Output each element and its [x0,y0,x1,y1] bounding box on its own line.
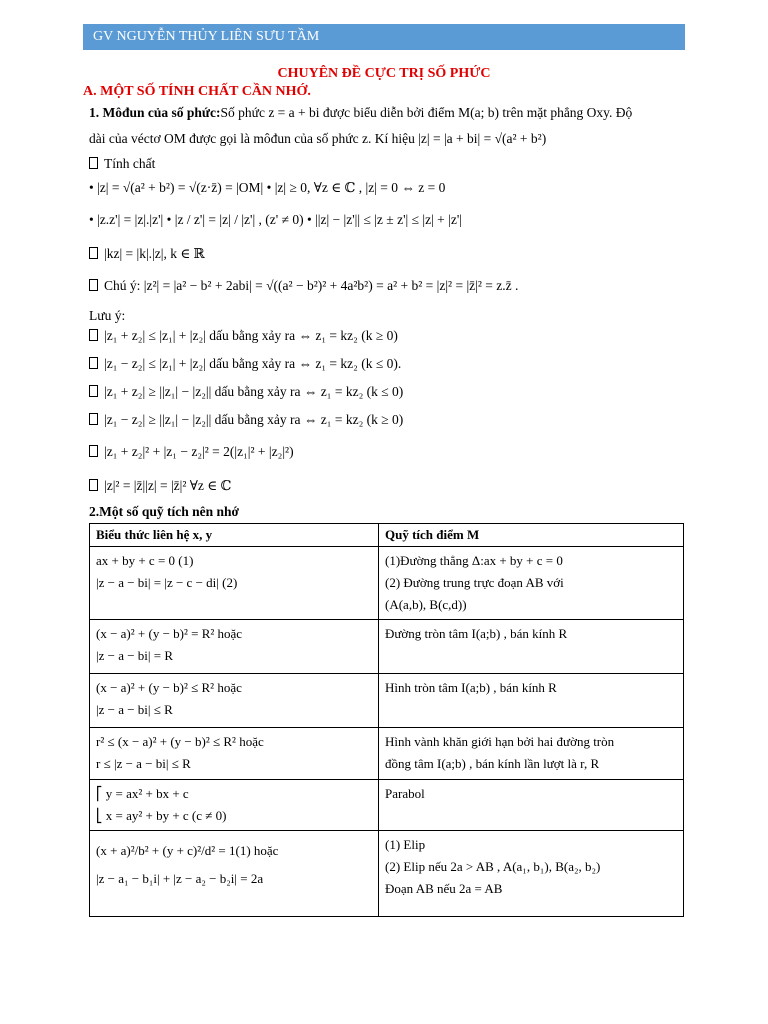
checkbox-icon [89,247,98,259]
note-text: |z|² = |z̄||z| = |z̄|² ∀z ∈ ℂ [104,478,232,493]
note-label: Lưu ý: [89,308,126,323]
section-a-heading: A. MỘT SỐ TÍNH CHẤT CẦN NHỚ. [83,84,311,99]
table-row [90,547,684,620]
property-text: • |z.z'| = |z|.|z'| • |z / z'| = |z| / |z'| , (z' ≠ 0) • ||z| − |z'|| ≤ |z ± z'| ≤ |z| + |z'| [89,212,462,227]
table-header-expr: Biểu thức liên hệ x, y [90,524,379,547]
section-2-heading: 2.Một số quỹ tích nên nhớ [89,504,240,519]
checkbox-icon [89,385,98,397]
locus-line: Parabol [385,786,425,801]
note-line [89,478,231,494]
locus-line: Đường tròn tâm I(a;b) , bán kính R [385,626,568,641]
expr-line: ⎣ x = ay² + by + c (c ≠ 0) [96,808,227,823]
modun-label: 1. Môđun của số phức: [89,105,221,120]
expr-line: r² ≤ (x − a)² + (y − b)² ≤ R² hoặc [96,734,264,749]
checkbox-icon [89,445,98,457]
locus-cell [379,620,684,674]
modun-line-1 [89,105,632,121]
locus-cell [379,780,684,831]
property-line [89,278,518,294]
expr-line: (x + a)²/b² + (y + c)²/d² = 1(1) hoặc [96,843,279,858]
table-header-row [90,524,684,547]
locus-cell [379,728,684,780]
property-line [89,212,462,228]
checkbox-icon [89,329,98,341]
expr-line: r ≤ |z − a − bi| ≤ R [96,756,191,771]
locus-cell [379,674,684,728]
modun-text-1: Số phức z = a + bi được biểu diễn bởi điểm M(a; b) trên mặt phẳng Oxy. Độ [220,105,633,120]
expr-line: |z − a₁ − b₁i| + |z − a₂ − b₂i| = 2a [96,871,264,886]
locus-line: Hình vành khăn giới hạn bởi hai đường tròn [385,734,615,749]
table-row [90,780,684,831]
note-text: |z₁ + z₂| ≥ ||z₁| − |z₂|| dấu bằng xảy ra ⇔ z₁ = kz₂ (k ≤ 0) [104,384,404,399]
header-text: GV NGUYỄN THỦY LIÊN SƯU TẦM [93,29,320,44]
note-text: |z₁ − z₂| ≥ ||z₁| − |z₂|| dấu bằng xảy ra ⇔ z₁ = kz₂ (k ≥ 0) [104,412,404,427]
note-line [89,444,294,460]
document-header-bar [83,24,685,50]
locus-line: Hình tròn tâm I(a;b) , bán kính R [385,680,557,695]
table-row [90,620,684,674]
note-line [89,412,403,428]
locus-cell [379,547,684,620]
locus-line: Đoạn AB nếu 2a = AB [385,881,503,896]
note-text: |z₁ + z₂| ≤ |z₁| + |z₂| dấu bằng xảy ra ⇔ z₁ = kz₂ (k ≥ 0) [104,328,398,343]
property-line [89,180,445,196]
document-title: CHUYÊN ĐỀ CỰC TRỊ SỐ PHỨC [277,66,491,81]
locus-line: (2) Đường trung trực đoạn AB với [385,575,564,590]
property-line [89,246,205,262]
checkbox-icon [89,357,98,369]
expr-cell [90,674,379,728]
modun-text-2: dài của véctơ OM được gọi là môđun của số phức z. Kí hiệu |z| = |a + bi| = √(a² + b²) [89,131,547,146]
expr-cell [90,728,379,780]
modun-line-2 [89,131,546,147]
expr-line: (x − a)² + (y − b)² = R² hoặc [96,626,243,641]
expr-cell [90,547,379,620]
note-line [89,384,403,400]
property-text: • |z| = √(a² + b²) = √(z·z̄) = |OM| • |z| ≥ 0, ∀z ∈ ℂ , |z| = 0 ⇔ z = 0 [89,180,446,195]
note-line [89,328,398,344]
table-row [90,674,684,728]
property-text: |kz| = |k|.|z|, k ∈ ℝ [104,246,205,261]
properties-label: Tính chất [104,156,156,171]
locus-line: (1) Elip [385,837,426,852]
expr-line: |z − a − bi| = |z − c − di| (2) [96,575,238,590]
checkbox-icon [89,157,98,169]
note-text: |z₁ + z₂|² + |z₁ − z₂|² = 2(|z₁|² + |z₂|²) [104,444,294,459]
expr-cell [90,831,379,917]
expr-line: (x − a)² + (y − b)² ≤ R² hoặc [96,680,242,695]
expr-line: |z − a − bi| ≤ R [96,702,173,717]
properties-heading [89,156,155,172]
checkbox-icon [89,413,98,425]
checkbox-icon [89,279,98,291]
locus-cell [379,831,684,917]
expr-cell [90,780,379,831]
property-text: Chú ý: |z²| = |a² − b² + 2abi| = √((a² − b²)² + 4a²b²) = a² + b² = |z|² = |z̄|² = z.z̄ . [104,278,519,293]
note-text: |z₁ − z₂| ≤ |z₁| + |z₂| dấu bằng xảy ra ⇔ z₁ = kz₂ (k ≤ 0). [104,356,402,371]
locus-line: (A(a,b), B(c,d)) [385,597,467,612]
locus-line: (2) Elip nếu 2a > AB , A(a₁, b₁), B(a₂, b₂) [385,859,601,874]
table-row [90,831,684,917]
expr-line: |z − a − bi| = R [96,648,174,663]
table-row [90,728,684,780]
expr-cell [90,620,379,674]
locus-line: đồng tâm I(a;b) , bán kính lần lượt là r, R [385,756,600,771]
checkbox-icon [89,479,98,491]
table-header-locus: Quỹ tích điểm M [379,524,684,547]
expr-line: ax + by + c = 0 (1) [96,553,194,568]
note-line [89,356,401,372]
locus-table [89,523,684,917]
note-heading [89,308,125,324]
expr-line: ⎡ y = ax² + bx + c [96,786,189,801]
locus-line: (1)Đường thẳng Δ:ax + by + c = 0 [385,553,563,568]
